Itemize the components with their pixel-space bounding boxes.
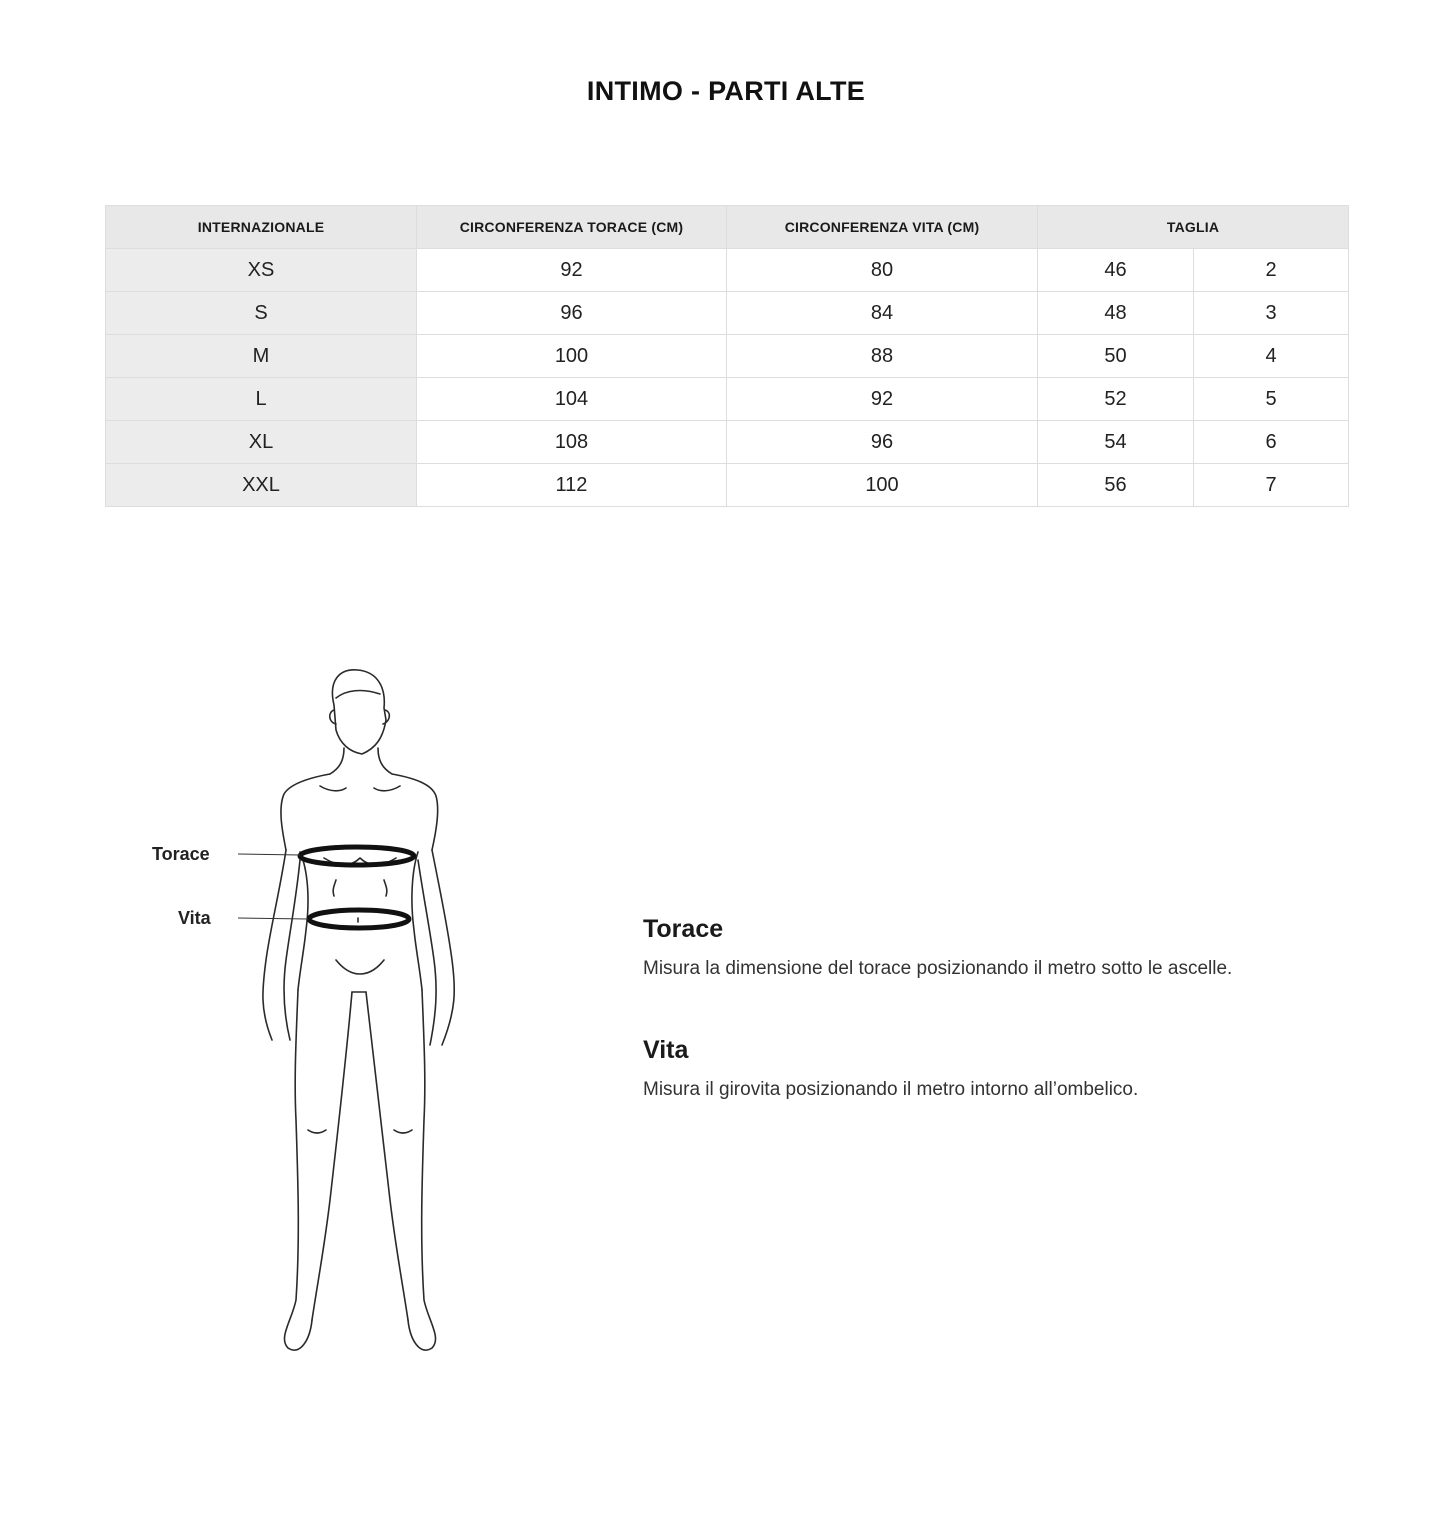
cell-size-num: 3 (1194, 292, 1349, 335)
table-row (106, 249, 1349, 292)
chest-instruction-text: Misura la dimensione del torace posizionando il metro sotto le ascelle. (643, 958, 1233, 979)
cell-size-it: 52 (1038, 378, 1194, 421)
body-figure (140, 660, 500, 1360)
waist-leader-line (238, 918, 308, 919)
cell-international: XS (106, 249, 417, 292)
chest-instruction (643, 915, 1383, 980)
cell-waist: 84 (727, 292, 1038, 335)
table-row (106, 464, 1349, 507)
header-size: TAGLIA (1038, 206, 1349, 249)
cell-chest: 108 (417, 421, 727, 464)
table-row (106, 421, 1349, 464)
cell-chest: 104 (417, 378, 727, 421)
waist-band (309, 910, 409, 928)
table-row (106, 378, 1349, 421)
body-outline-illustration (140, 660, 500, 1360)
page-title: INTIMO - PARTI ALTE (586, 76, 866, 106)
waist-instruction (643, 1036, 1383, 1101)
figure-label-waist: Vita (178, 908, 211, 928)
cell-size-num: 4 (1194, 335, 1349, 378)
cell-international: XXL (106, 464, 417, 507)
cell-size-num: 7 (1194, 464, 1349, 507)
cell-waist: 80 (727, 249, 1038, 292)
cell-waist: 92 (727, 378, 1038, 421)
cell-size-it: 46 (1038, 249, 1194, 292)
cell-chest: 100 (417, 335, 727, 378)
chest-band (300, 847, 414, 865)
cell-waist: 88 (727, 335, 1038, 378)
waist-instruction-text: Misura il girovita posizionando il metro intorno all’ombelico. (643, 1079, 1139, 1100)
cell-international: L (106, 378, 417, 421)
waist-instruction-title: Vita (643, 1036, 689, 1064)
cell-size-it: 48 (1038, 292, 1194, 335)
cell-size-it: 54 (1038, 421, 1194, 464)
cell-chest: 96 (417, 292, 727, 335)
table-header-row (106, 206, 1349, 249)
table-row (106, 335, 1349, 378)
cell-international: M (106, 335, 417, 378)
cell-international: XL (106, 421, 417, 464)
chest-instruction-title: Torace (643, 915, 724, 943)
size-table (105, 205, 1349, 507)
cell-chest: 112 (417, 464, 727, 507)
header-international: INTERNAZIONALE (106, 206, 417, 249)
cell-size-num: 6 (1194, 421, 1349, 464)
table-row (106, 292, 1349, 335)
cell-size-num: 2 (1194, 249, 1349, 292)
cell-chest: 92 (417, 249, 727, 292)
cell-waist: 96 (727, 421, 1038, 464)
figure-label-chest: Torace (152, 844, 210, 864)
cell-size-it: 56 (1038, 464, 1194, 507)
cell-size-it: 50 (1038, 335, 1194, 378)
header-waist: CIRCONFERENZA VITA (CM) (727, 206, 1038, 249)
cell-international: S (106, 292, 417, 335)
header-chest: CIRCONFERENZA TORACE (CM) (417, 206, 727, 249)
cell-waist: 100 (727, 464, 1038, 507)
cell-size-num: 5 (1194, 378, 1349, 421)
chest-leader-line (238, 854, 300, 855)
